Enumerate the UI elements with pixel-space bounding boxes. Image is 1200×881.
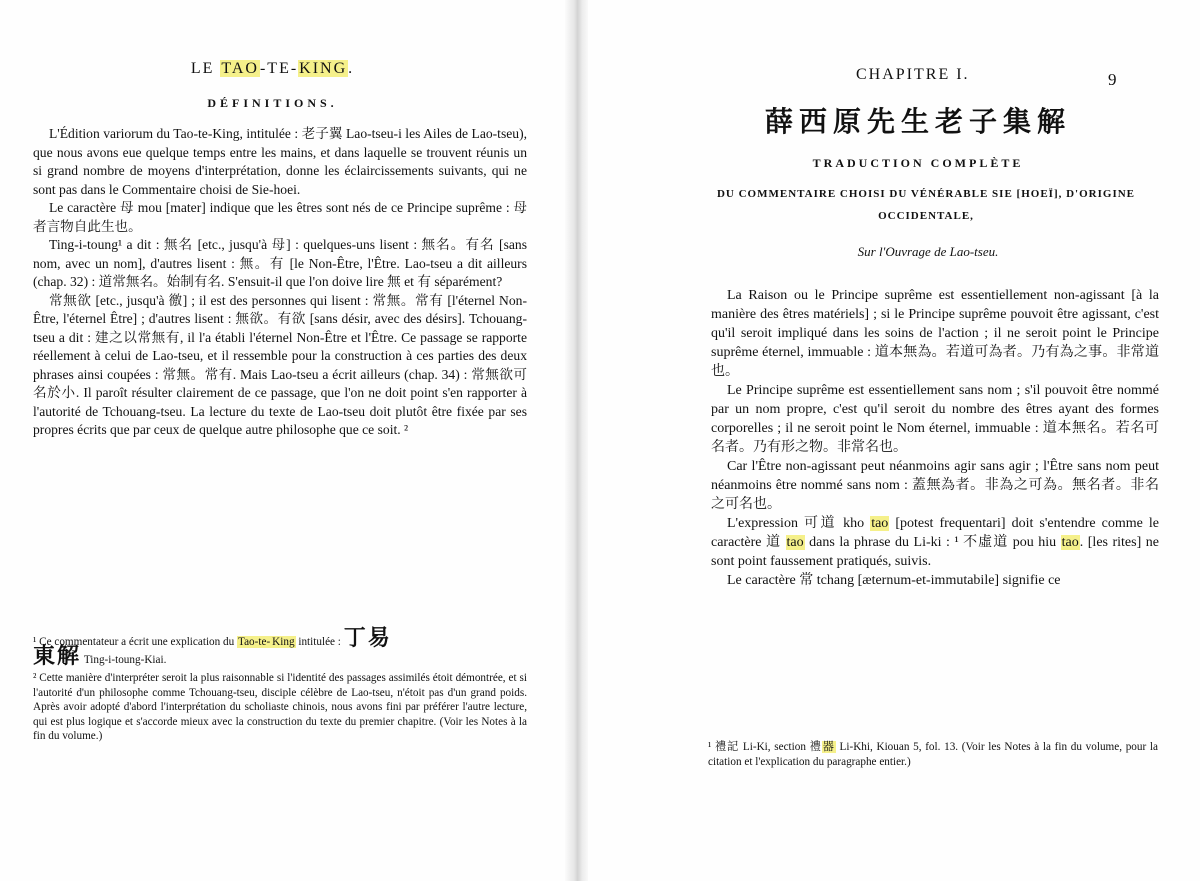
left-body — [33, 125, 527, 440]
title-part: -TE- — [259, 60, 299, 77]
tao-highlight: tao — [786, 535, 804, 550]
paragraph: Car l'Être non-agissant peut néanmoins agir sans agir ; l'Être sans nom peut néanmoins être nommé sans nom : 蓋無為者。非為之可為。無名者。非名之可名也。 — [711, 459, 1159, 512]
footnote-cjk: 東解 — [33, 643, 82, 669]
paragraph: La Raison ou le Principe suprême est essentiellement non-agissant [à la manière des êtres matériels] ; si le Principe suprême pouvoit être agissant, c'est qu'il seroit impliqué dans les soins de l'action ; il ne seroit point le Principe suprême éternel, immuable : 道本無為。若道可為者。乃有為之事。非常道也。 — [711, 288, 1159, 379]
right-footnote — [708, 740, 1158, 769]
footnote-1 — [33, 626, 527, 669]
tao-highlight: tao — [871, 516, 889, 531]
tao-highlight: tao — [1061, 535, 1079, 550]
subtitle: TRADUCTION COMPLÈTE — [812, 156, 1024, 170]
attribution-line: DU COMMENTAIRE CHOISI DU VÉNÉRABLE SIE [HOEÏ], D'ORIGINE — [716, 188, 1136, 200]
paragraph: Le caractère 母 mou [mater] indique que les êtres sont nés de ce Principe suprême : 母者言物自此生也。 — [33, 200, 527, 234]
section-heading: DÉFINITIONS. — [207, 96, 338, 110]
paragraph — [711, 514, 1159, 571]
footnote-text: intitulée : — [295, 636, 344, 648]
left-page — [0, 0, 565, 881]
title-part: . — [348, 60, 355, 77]
footnote-text: Ting-i-toung-Kiai. — [81, 653, 167, 666]
paragraph-text: L'expression 可道 kho — [727, 516, 871, 531]
title-tao-highlight: TAO — [221, 60, 259, 77]
chapter-title: CHAPITRE I. — [856, 66, 970, 83]
paragraph: Ting-i-toung¹ a dit : 無名 [etc., jusqu'à 母] : quelques-uns lisent : 無名。有名 [sans nom, avec un nom], d'autres lisent : 無。有 [le Non-Être, l'Être. Lao-tseu a dit ailleurs (chap. 32) : 道常無名。始制有名. S'ensuit-il que l'on doive lire 無 et 有 séparément? — [33, 237, 527, 289]
footnote-cjk-highlight: 器 — [822, 741, 835, 753]
right-body — [711, 286, 1159, 590]
left-footnotes — [33, 626, 527, 748]
attribution — [696, 183, 1156, 227]
right-page — [588, 0, 1200, 881]
paragraph: Le Principe suprême est essentiellement sans nom ; s'il pouvoit être nommé par un nom propre, c'est qu'il seroit du nombre des êtres ayant des formes corporelles ; il ne seroit point le Nom éternel, immuable : 道本無名。若名可名者。乃有形之物。非常名也。 — [711, 383, 1159, 455]
title-part: LE — [190, 60, 221, 77]
chinese-title: 薛西原先生老子集解 — [764, 105, 1071, 138]
footnote-2: ² Cette manière d'interpréter seroit la plus raisonnable si l'identité des passages assimilés étoit démontrée, et si l'autorité d'un philosophe comme Tchouang-tseu, disciple célèbre de Lao-tseu, n'étoit pas d'un grand poids. Après avoir adopté d'abord l'interprétation du scholiaste chinois, nous avons fini par préférer l'autre lecture, qui est plus logique et s'accorde mieux avec la construction du texte du premier chapitre. (Voir les Notes à la fin du volume.) — [33, 672, 527, 742]
footnote-text: Tao-te- — [238, 636, 271, 648]
footnote-text: Li-Khi, Kiouan 5, fol. 13. (Voir les Notes à la fin du volume, pour la citation et l'explication du paragraphe entier.) — [708, 741, 1158, 768]
footnote-text: ¹ Ce commentateur a écrit une explication du — [33, 636, 238, 648]
paragraph-text: . [les rites] ne sont point faussement pratiqués, suivis. — [711, 535, 1159, 569]
source-line: Sur l'Ouvrage de Lao-tseu. — [857, 244, 999, 259]
paragraph: L'Édition variorum du Tao-te-King, intitulée : 老子翼 Lao-tseu-i les Ailes de Lao-tseu), que nous avons eue quelque temps entre les mains, et dans laquelle se trouvent réunis un si grand nombre de moyens d'interprétation, donne les éclaircissements suivants, qui ne sont pas dans le Commentaire choisi de Sie-hoei. — [33, 126, 527, 197]
running-title — [45, 60, 500, 78]
paragraph-text: [potest frequentari] doit s'entendre comme le caractère 道 — [711, 516, 1159, 550]
paragraph: Le caractère 常 tchang [æternum-et-immutabile] signifie ce — [727, 573, 1061, 588]
footnote-king-highlight: King — [272, 636, 295, 648]
footnote-text: ¹ 禮記 Li-Ki, section 禮 — [708, 741, 822, 753]
attribution-line: OCCIDENTALE, — [878, 210, 974, 222]
footnote-cjk: 丁易 — [343, 626, 392, 651]
page-number: 9 — [1108, 70, 1117, 89]
paragraph: 常無欲 [etc., jusqu'à 徼] ; il est des personnes qui lisent : 常無。常有 [l'éternel Non-Être, l'éternel Être] ; d'autres lisent : 無欲。有欲 [sans désir, avec des désirs]. Tchouang-tseu a dit : 建之以常無有, il l'a établi l'éternel Non-Être et l'Être. Ce passage se rapporte réellement à celui de Lao-tseu, et il ressemble pour la construction à ces parties des deux phrases ainsi coupées : 常無。常有. Mais Lao-tseu a écrit ailleurs (chap. 34) : 常無欲可名於小. Il paroît résulter clairement de ce passage, que l'on ne doit point s'en rapporter à l'autorité de Tchouang-tseu. La lecture du texte de Lao-tseu doit plutôt être fixée par ses propres écrits que par ceux de quelque autre philosophe que ce soit. ² — [33, 292, 527, 437]
book-gutter — [565, 0, 588, 881]
paragraph-text: dans la phrase du Li-ki : ¹ 不虛道 pou hiu — [804, 535, 1061, 550]
title-king-highlight: KING — [299, 60, 348, 77]
